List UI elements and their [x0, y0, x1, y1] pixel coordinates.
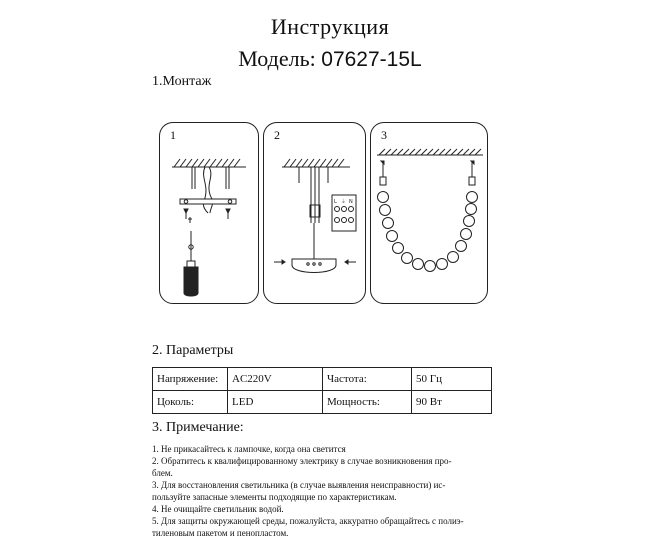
- table-row: [153, 391, 492, 414]
- power-value: 90 Вт: [412, 391, 492, 414]
- terminal-label-l: L: [334, 199, 337, 205]
- wiring-illustration: [264, 123, 367, 305]
- mounting-step-1-panel: [159, 122, 259, 304]
- voltage-value: AC220V: [228, 368, 323, 391]
- ceiling-bracket-illustration: [160, 123, 260, 305]
- notes-list: [152, 443, 512, 539]
- section-notes-heading: 3. Примечание:: [152, 420, 244, 435]
- note-line: 2. Обратитесь к квалифицированному электрику в случае возникновения про-: [152, 456, 452, 466]
- model-line: [0, 46, 660, 72]
- parameters-table: [152, 367, 492, 414]
- model-label: Модель:: [238, 46, 316, 71]
- mounting-step-2-panel: [263, 122, 366, 304]
- terminal-label-n: N: [349, 199, 353, 205]
- frequency-label: Частота:: [323, 368, 412, 391]
- step-number: 2: [274, 128, 280, 142]
- table-row: [153, 368, 492, 391]
- note-line: 4. Не очищайте светильник водой.: [152, 504, 284, 514]
- note-line: блем.: [152, 468, 173, 478]
- section-parameters-heading: 2. Параметры: [152, 343, 234, 358]
- model-number: 07627-15L: [321, 48, 422, 71]
- note-line: пользуйте запасные элементы подходящие по характеристикам.: [152, 492, 397, 502]
- mounting-step-3-panel: [370, 122, 488, 304]
- section-mounting-heading: 1.Монтаж: [152, 74, 212, 89]
- bead-chain-illustration: [371, 123, 489, 305]
- power-label: Мощность:: [323, 391, 412, 414]
- step-number: 3: [381, 128, 387, 142]
- voltage-label: Напряжение:: [153, 368, 228, 391]
- frequency-value: 50 Гц: [412, 368, 492, 391]
- note-line: тиленовым пакетом и пенопластом.: [152, 528, 289, 538]
- terminal-label-ground: ⏚: [341, 199, 347, 205]
- note-line: 3. Для восстановления светильника (в случае выявления неисправности) ис-: [152, 480, 446, 490]
- document-title: Инструкция: [270, 14, 390, 39]
- note-line: 1. Не прикасайтесь к лампочке, когда она светится: [152, 444, 346, 454]
- step-number: 1: [170, 128, 176, 142]
- socket-label: Цоколь:: [153, 391, 228, 414]
- socket-value: LED: [228, 391, 323, 414]
- note-line: 5. Для защиты окружающей среды, пожалуйста, аккуратно обращайтесь с полиэ-: [152, 516, 464, 526]
